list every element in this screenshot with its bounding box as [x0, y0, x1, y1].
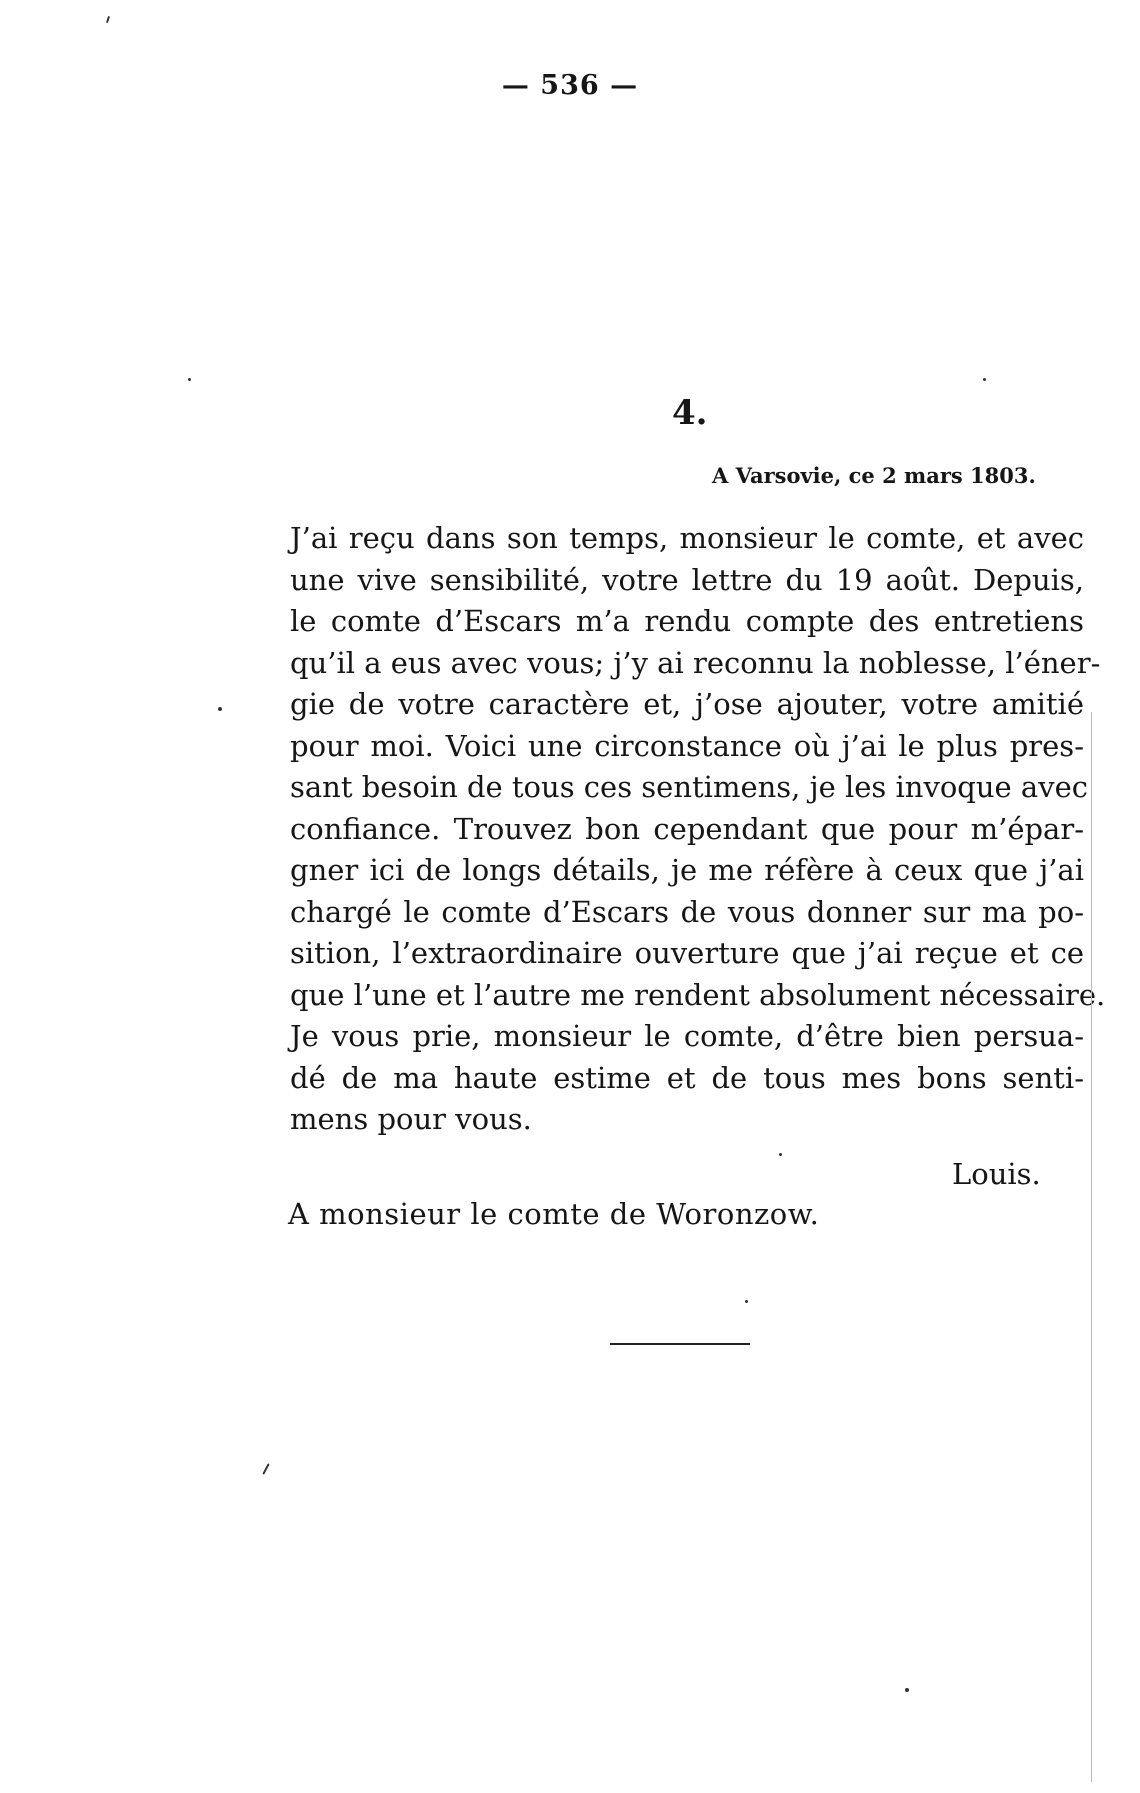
text-line: gner ici de longs détails, je me réfère à ceux que j’ai	[290, 853, 1084, 887]
scan-speck	[905, 1688, 909, 1692]
section-divider	[610, 1343, 750, 1345]
text-line: J’ai reçu dans son temps, monsieur le comte, et avec	[290, 521, 1084, 555]
letter-number: 4.	[672, 393, 708, 433]
text-line: dé de ma haute estime et de tous mes bons senti-	[290, 1060, 1084, 1095]
letter-dateline: A Varsovie, ce 2 mars 1803.	[712, 463, 1036, 488]
scan-speck	[745, 1300, 748, 1303]
scan-speck	[188, 378, 191, 381]
scan-speck	[218, 707, 222, 711]
text-line: une vive sensibilité, votre lettre du 19 août. Depuis,	[290, 562, 1084, 597]
paragraph-1	[252, 518, 1106, 1016]
text-line: sant besoin de tous ces sentimens, je les invoque avec	[290, 770, 1089, 804]
text-line: qu’il a eus avec vous; j’y ai reconnu la noblesse, l’éner-	[290, 645, 1101, 680]
text-line: sition, l’extraordinaire ouverture que j’ai reçue et ce	[290, 936, 1084, 970]
text-line: chargé le comte d’Escars de vous donner sur ma po-	[290, 894, 1084, 929]
letter-body	[252, 518, 1106, 1141]
page-number: — 536 —	[501, 70, 639, 101]
text-line: gie de votre caractère et, j’ose ajouter, votre amitié	[290, 687, 1084, 721]
text-line: Je vous prie, monsieur le comte, d’être bien persua-	[290, 1019, 1084, 1053]
scan-speck	[106, 16, 110, 23]
letter-signature: Louis.	[952, 1157, 1041, 1191]
text-line: mens pour vous.	[290, 1102, 532, 1136]
scan-speck	[262, 1463, 269, 1475]
scan-speck	[779, 1153, 782, 1156]
scan-speck	[983, 378, 986, 381]
scan-edge-line	[1091, 712, 1092, 1782]
text-line: que l’une et l’autre me rendent absolument nécessaire.	[290, 977, 1106, 1012]
letter-addressee: A monsieur le comte de Woronzow.	[288, 1197, 820, 1231]
text-line: le comte d’Escars m’a rendu compte des entretiens	[290, 604, 1084, 638]
paragraph-2	[252, 1016, 1084, 1141]
text-line: pour moi. Voici une circonstance où j’ai le plus pres-	[290, 728, 1084, 763]
text-line: confiance. Trouvez bon cependant que pour m’épar-	[290, 811, 1084, 846]
